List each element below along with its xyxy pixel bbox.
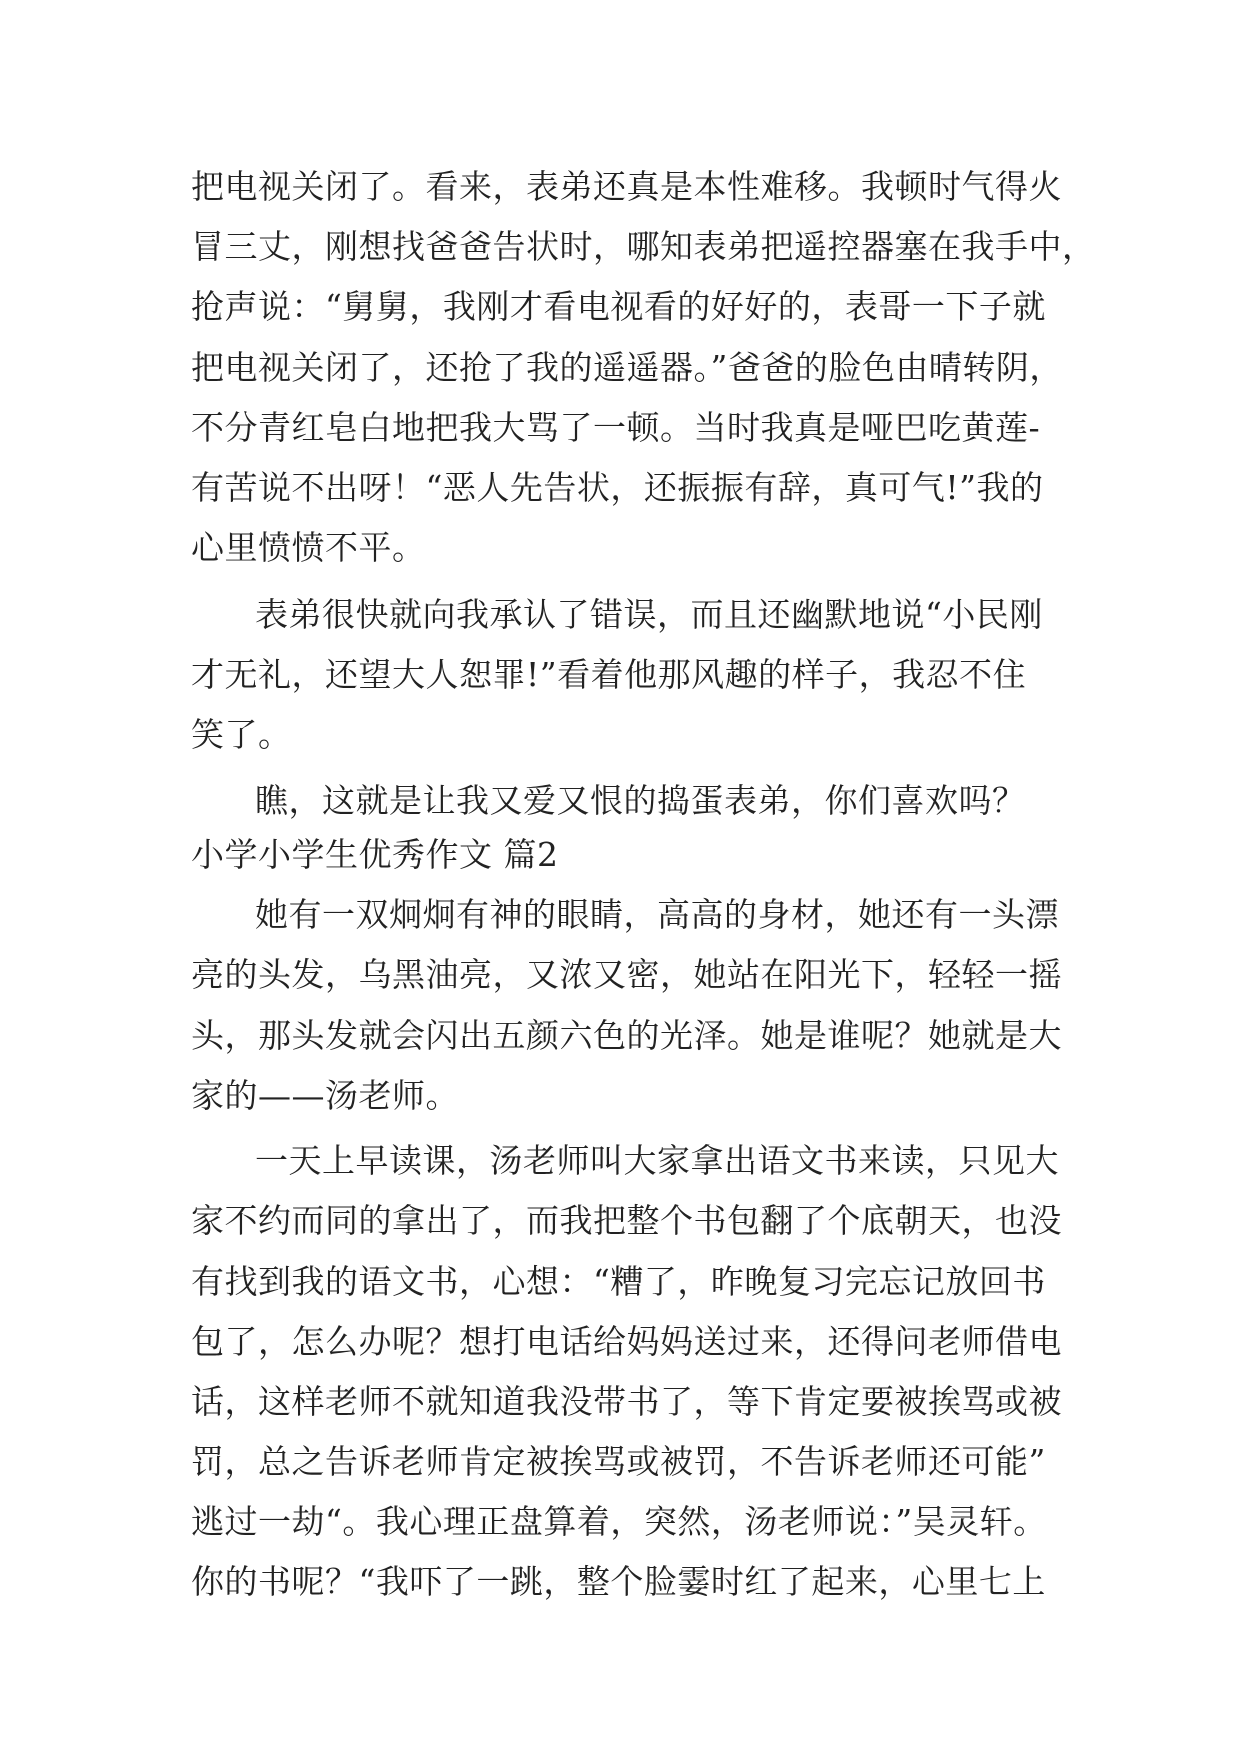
- text-line: 把电视关闭了。看来，表弟还真是本性难移。我顿时气得火: [191, 167, 1062, 206]
- text-line: 头，那头发就会闪出五颜六色的光泽。她是谁呢？她就是大: [191, 1016, 1062, 1055]
- text-line: 冒三丈，刚想找爸爸告状时，哪知表弟把遥控器塞在我手中，: [191, 227, 1096, 266]
- text-line: 笑了。: [191, 715, 292, 754]
- paragraph-start-line: 表弟很快就向我承认了错误，而且还幽默地说“小民刚: [255, 595, 1043, 634]
- text-line: 才无礼，还望大人恕罪!”看着他那风趣的样子，我忍不住: [191, 655, 1027, 694]
- paragraph-start-line: 瞧，这就是让我又爱又恨的捣蛋表弟，你们喜欢吗？: [255, 781, 1026, 820]
- text-line: 亮的头发，乌黑油亮，又浓又密，她站在阳光下，轻轻一摇: [191, 955, 1062, 994]
- section-heading: 小学小学生优秀作文 篇2: [191, 835, 559, 874]
- text-line: 有找到我的语文书，心想：“糟了，昨晚复习完忘记放回书: [191, 1262, 1046, 1301]
- text-line: 包了，怎么办呢？想打电话给妈妈送过来，还得问老师借电: [191, 1322, 1062, 1361]
- paragraph-start-line: 一天上早读课，汤老师叫大家拿出语文书来读，只见大: [255, 1141, 1059, 1180]
- text-line: 有苦说不出呀！“恶人先告状，还振振有辞，真可气!”我的: [191, 468, 1044, 507]
- text-line: 你的书呢？“我吓了一跳，整个脸霎时红了起来，心里七上: [191, 1562, 1046, 1601]
- text-line: 抢声说：“舅舅，我刚才看电视看的好好的，表哥一下子就: [191, 287, 1046, 326]
- text-line: 逃过一劫“。我心理正盘算着，突然，汤老师说：”吴灵轩。: [191, 1502, 1047, 1541]
- text-line: 家的——汤老师。: [191, 1076, 459, 1115]
- text-line: 心里愤愤不平。: [191, 528, 426, 567]
- text-line: 把电视关闭了，还抢了我的遥遥器。”爸爸的脸色由晴转阴，: [191, 348, 1063, 387]
- text-line: 家不约而同的拿出了，而我把整个书包翻了个底朝天，也没: [191, 1201, 1062, 1240]
- text-line: 罚，总之告诉老师肯定被挨骂或被罚，不告诉老师还可能”: [191, 1442, 1046, 1481]
- paragraph-start-line: 她有一双炯炯有神的眼睛，高高的身材，她还有一头漂: [255, 895, 1059, 934]
- text-line: 不分青红皂白地把我大骂了一顿。当时我真是哑巴吃黄莲-: [191, 408, 1041, 447]
- text-line: 话，这样老师不就知道我没带书了，等下肯定要被挨骂或被: [191, 1382, 1062, 1421]
